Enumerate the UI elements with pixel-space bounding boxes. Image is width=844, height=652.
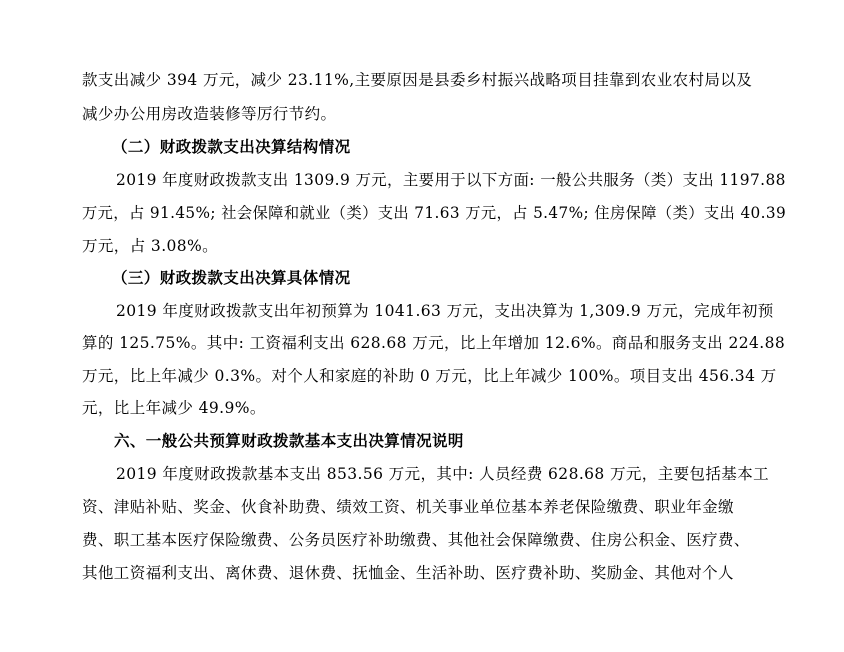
section-heading-2: （二）财政拨款支出决算结构情况 xyxy=(112,137,351,156)
paragraph-line: 资、津贴补贴、奖金、伙食补助费、绩效工资、机关事业单位基本养老保险缴费、职业年金缴 xyxy=(82,498,734,516)
paragraph-line: 减少办公用房改造装修等厉行节约。 xyxy=(82,105,337,123)
paragraph-line: 2019 年度财政拨款支出年初预算为 1041.63 万元，支出决算为 1,309.9 万元，完成年初预 xyxy=(116,302,774,320)
paragraph-line: 算的 125.75%。其中: 工资福利支出 628.68 万元，比上年增加 12.6%。商品和服务支出 224.88 xyxy=(82,334,786,352)
paragraph-line: 其他工资福利支出、离休费、退休费、抚恤金、生活补助、医疗费补助、奖励金、其他对个人 xyxy=(82,564,734,582)
paragraph-line: 款支出减少 394 万元，减少 23.11%,主要原因是县委乡村振兴战略项目挂靠到农业农村局以及 xyxy=(82,71,753,89)
paragraph-line: 万元，占 91.45%; 社会保障和就业（类）支出 71.63 万元，占 5.47%; 住房保障（类）支出 40.39 xyxy=(82,204,787,222)
paragraph-line: 费、职工基本医疗保险缴费、公务员医疗补助缴费、其他社会保障缴费、住房公积金、医疗费、 xyxy=(82,531,750,549)
section-heading-6: 六、一般公共预算财政拨款基本支出决算情况说明 xyxy=(114,431,464,450)
paragraph-line: 2019 年度财政拨款支出 1309.9 万元，主要用于以下方面: 一般公共服务（类）支出 1197.88 xyxy=(116,171,786,189)
paragraph-line: 万元，占 3.08%。 xyxy=(82,237,219,255)
paragraph-line: 2019 年度财政拨款基本支出 853.56 万元，其中: 人员经费 628.68 万元，主要包括基本工 xyxy=(116,465,770,483)
paragraph-line: 万元，比上年减少 0.3%。对个人和家庭的补助 0 万元，比上年减少 100%。项目支出 456.34 万 xyxy=(82,367,777,385)
section-heading-3: （三）财政拨款支出决算具体情况 xyxy=(112,268,351,287)
paragraph-line: 元，比上年减少 49.9%。 xyxy=(82,399,266,417)
